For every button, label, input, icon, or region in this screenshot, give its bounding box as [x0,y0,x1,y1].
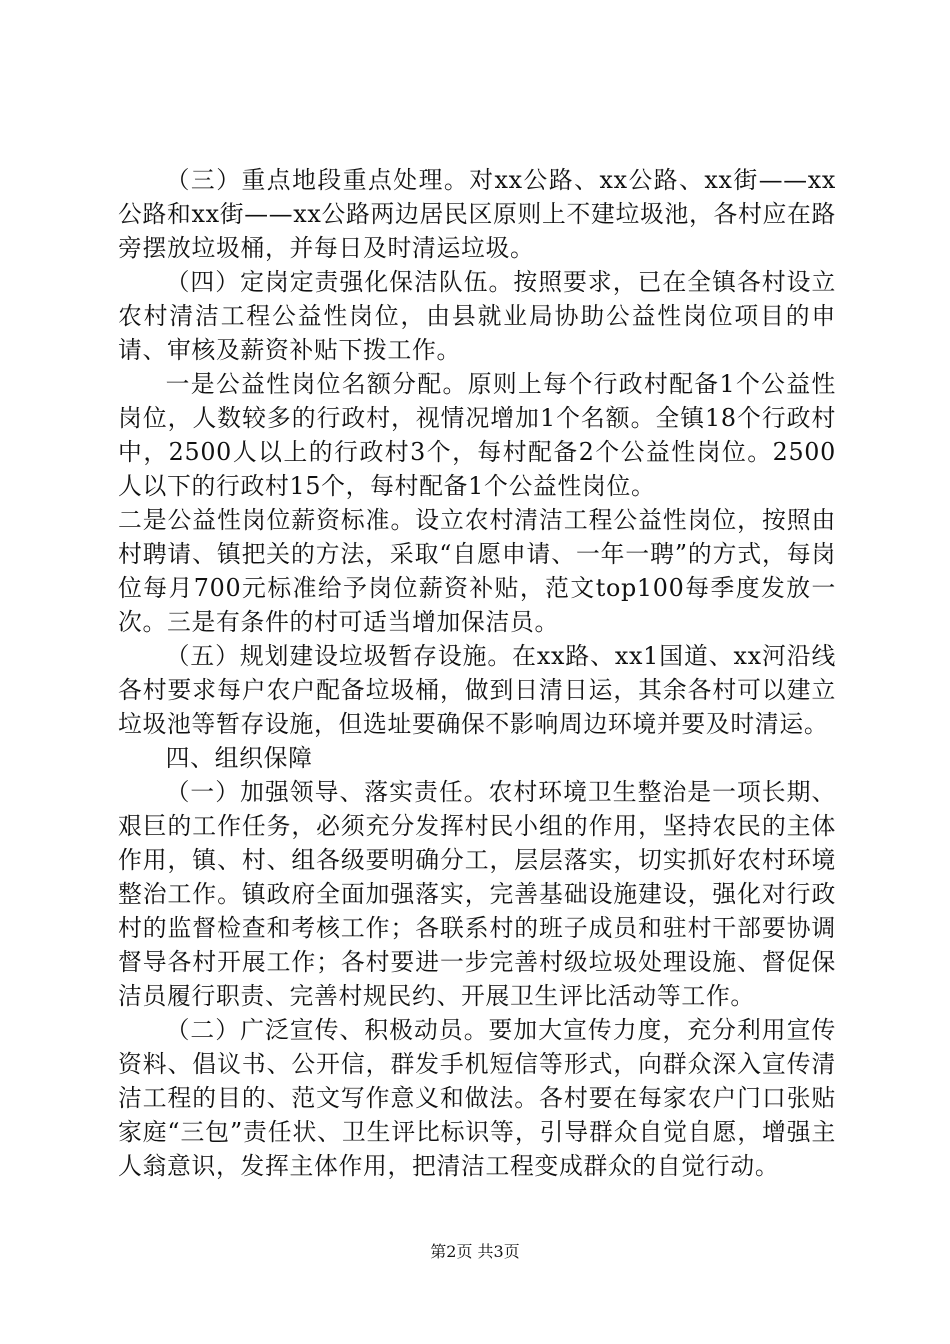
document-body [118,163,836,1183]
paragraph-leadership: （一）加强领导、落实责任。农村环境卫生整治是一项长期、艰巨的工作任务，必须充分发挥村民小组的作用，坚持农民的主体作用，镇、村、组各级要明确分工，层层落实，切实抓好农村环境整治工作。镇政府全面加强落实，完善基础设施建设，强化对行政村的监督检查和考核工作；各联系村的班子成员和驻村干部要协调督导各村开展工作；各村要进一步完善村级垃圾处理设施、督促保洁员履行职责、完善村规民约、开展卫生评比活动等工作。 [118,778,836,1010]
paragraph-section-4: （四）定岗定责强化保洁队伍。按照要求，已在全镇各村设立农村清洁工程公益性岗位，由县就业局协助公益性岗位项目的申请、审核及薪资补贴下拨工作。 [118,268,836,364]
paragraph-quota-allocation: 一是公益性岗位名额分配。原则上每个行政村配备1个公益性岗位，人数较多的行政村，视情况增加1个名额。全镇18个行政村中，2500人以上的行政村3个，每村配备2个公益性岗位。2500人以下的行政村15个，每村配备1个公益性岗位。 [118,370,836,500]
paragraph-section-3: （三）重点地段重点处理。对xx公路、xx公路、xx街——xx公路和xx街——xx公路两边居民区原则上不建垃圾池，各村应在路旁摆放垃圾桶，并每日及时清运垃圾。 [118,166,836,262]
heading-organization-guarantee: 四、组织保障 [165,744,313,772]
paragraph-section-5: （五）规划建设垃圾暂存设施。在xx路、xx1国道、xx河沿线各村要求每户农户配备垃圾桶，做到日清日运，其余各村可以建立垃圾池等暂存设施，但选址要确保不影响周边环境并要及时清运。 [118,642,836,738]
page-footer: 第2页 共3页 [430,1242,520,1261]
paragraph-salary-standard: 二是公益性岗位薪资标准。设立农村清洁工程公益性岗位，按照由村聘请、镇把关的方法，采取“自愿申请、一年一聘”的方式，每岗位每月700元标准给予岗位薪资补贴，范文top100每季度发放一次。三是有条件的村可适当增加保洁员。 [118,506,836,636]
paragraph-publicity: （二）广泛宣传、积极动员。要加大宣传力度，充分利用宣传资料、倡议书、公开信，群发手机短信等形式，向群众深入宣传清洁工程的目的、范文写作意义和做法。各村要在每家农户门口张贴家庭“三包”责任状、卫生评比标识等，引导群众自觉自愿，增强主人翁意识，发挥主体作用，把清洁工程变成群众的自觉行动。 [118,1016,836,1180]
